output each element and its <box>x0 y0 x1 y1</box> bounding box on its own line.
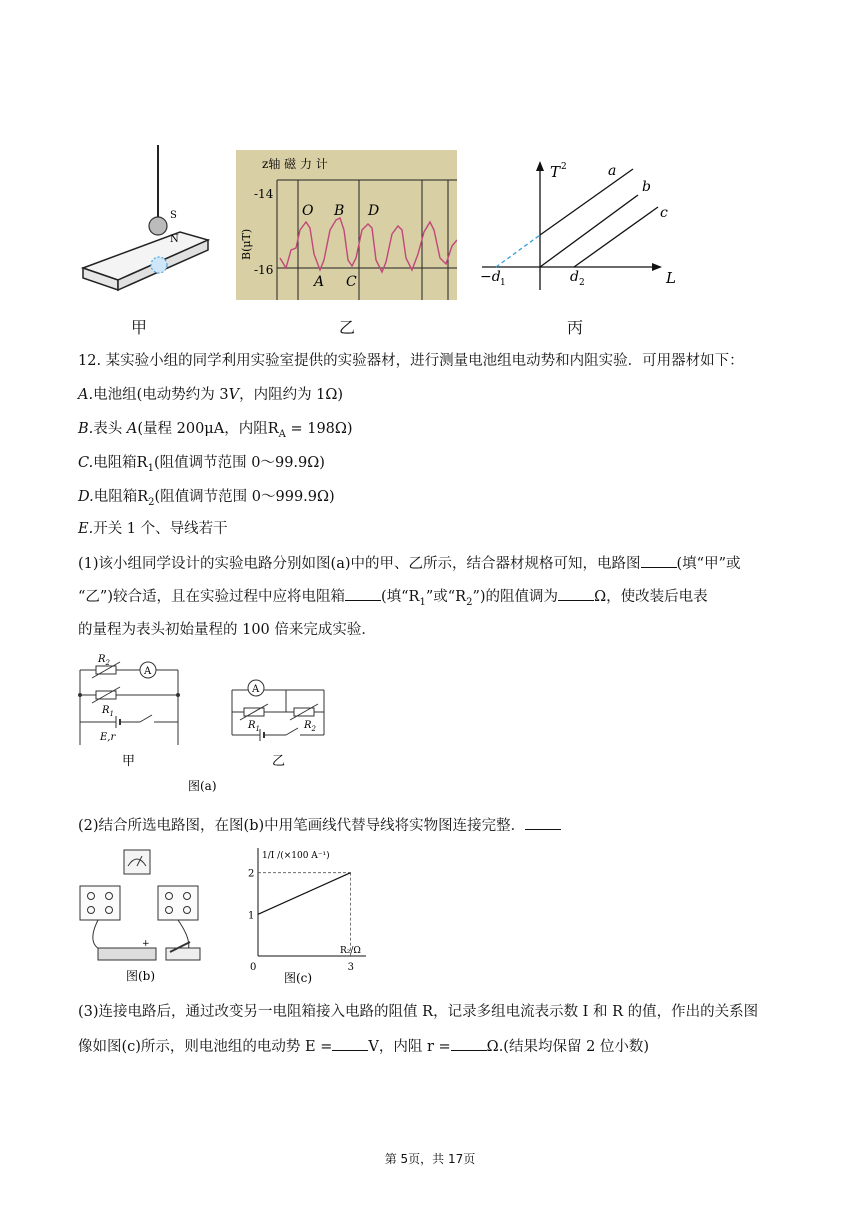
mag-point-d: D <box>368 203 380 219</box>
circuit-jia-label: 甲 <box>122 754 136 769</box>
jia-r1: $R_1$ <box>102 705 114 718</box>
figure-c-chart <box>240 840 380 990</box>
graph-line-a: a <box>608 163 617 179</box>
c-ytick-1: 1 <box>248 910 255 922</box>
answer-blank-circuit[interactable] <box>641 553 677 568</box>
page-footer: 第 5页，共 17页 <box>384 1152 476 1166</box>
circuit-yi-label: 乙 <box>272 754 286 769</box>
magnet-s-label: S <box>170 210 177 221</box>
meter-yi: A <box>252 684 260 695</box>
c-series-line <box>258 873 351 915</box>
item-e: E.开关 1 个、导线若干 <box>78 521 228 537</box>
circuit-figure-a <box>78 650 338 795</box>
item-b: B.表头 A(量程 200μA，内阻$R_A = 198\Omega$) <box>78 421 353 440</box>
figure-a-caption: 图(a) <box>188 779 217 793</box>
part3-line1: (3)连接电路后，通过改变另一电阻箱接入电路的阻值 R，记录多组电流表示数 I 和 R 的值，作出的关系图 <box>78 1004 759 1020</box>
figure-c-caption: 图(c) <box>284 971 313 985</box>
graph-x-label: L <box>666 269 676 287</box>
c-ytick-2: 2 <box>248 868 255 880</box>
c-xtick-0: 0 <box>250 962 257 973</box>
item-d: D.电阻箱$R_2$(阻值调节范围 0～999.9Ω) <box>78 489 335 508</box>
graph-line-c: c <box>660 205 668 221</box>
answer-blank-resistance[interactable] <box>558 586 594 601</box>
figure-jia-label: 甲 <box>131 318 148 337</box>
yi-r2: $R_2$ <box>304 720 316 733</box>
graph-neg-d-sub: 1 <box>500 278 506 288</box>
mag-point-a: A <box>314 274 325 290</box>
jia-r2: $R_2$ <box>98 654 110 667</box>
graph-neg-d: −d <box>480 269 501 285</box>
svg-text:+: + <box>142 939 150 949</box>
apparatus-figure-b <box>78 848 228 988</box>
mag-signal-line <box>280 218 457 272</box>
graph-d2-sub: 2 <box>579 278 585 288</box>
mag-ylabel: B(μT) <box>240 228 253 260</box>
item-a: A.电池组(电动势约为 3V，内阻约为 1Ω) <box>78 387 344 403</box>
t2-l-graph <box>478 155 688 300</box>
c-ylabel: 1/I /(×100 A⁻¹) <box>262 851 330 861</box>
item-c: C.电阻箱$R_1$(阻值调节范围 0～99.9Ω) <box>78 455 325 474</box>
answer-blank-wiring[interactable] <box>525 815 561 830</box>
magnetometer-chart <box>236 150 457 300</box>
figure-yi-label: 乙 <box>339 318 356 337</box>
graph-line-b: b <box>642 179 651 195</box>
c-xtick-3: 3 <box>347 962 354 973</box>
graph-y-sup: 2 <box>561 162 567 172</box>
mag-point-b: B <box>334 203 345 219</box>
jia-source: E,r <box>100 732 116 743</box>
mag-point-o: O <box>302 203 314 219</box>
magnet-n-label: N <box>170 234 179 245</box>
figure-jia <box>78 140 218 310</box>
answer-blank-internal-resistance[interactable] <box>451 1036 487 1051</box>
part1-line2: “乙”)较合适，且在实验过程中应将电阻箱 (填“$R_1$”或“$R_2$”)的阻值调为 Ω，使改装后电表 <box>78 586 708 613</box>
meter-jia: A <box>144 666 152 677</box>
mag-y-bottom: -16 <box>254 263 274 277</box>
graph-y-label: T <box>550 163 561 181</box>
graph-d2: d <box>570 269 579 285</box>
mag-y-top: -14 <box>254 187 274 201</box>
figure-bing-label: 丙 <box>567 318 584 337</box>
question-stem: 12. 某实验小组的同学利用实验室提供的实验器材，进行测量电池组电动势和内阻实验．可用器材如下： <box>78 353 744 369</box>
answer-blank-emf[interactable] <box>332 1036 368 1051</box>
c-xlabel: R₂/Ω <box>340 946 361 956</box>
answer-blank-resistor[interactable] <box>345 586 381 601</box>
part2-line: (2)结合所选电路图，在图(b)中用笔画线代替导线将实物图连接完整． <box>78 815 561 836</box>
yi-r1: $R_1$ <box>248 720 260 733</box>
mag-title: z轴 磁 力 计 <box>262 157 328 171</box>
part3-line2: 像如图(c)所示，则电池组的电动势 E = V，内阻 r = Ω.(结果均保留 2 位小数) <box>78 1036 649 1057</box>
part1-line1: (1)该小组同学设计的实验电路分别如图(a)中的甲、乙所示，结合器材规格可知，电路图 (填“甲”或 <box>78 553 740 574</box>
figure-b-caption: 图(b) <box>126 969 156 983</box>
mag-point-c: C <box>346 274 357 290</box>
part1-line3: 的量程为表头初始量程的 100 倍来完成实验． <box>78 622 376 638</box>
